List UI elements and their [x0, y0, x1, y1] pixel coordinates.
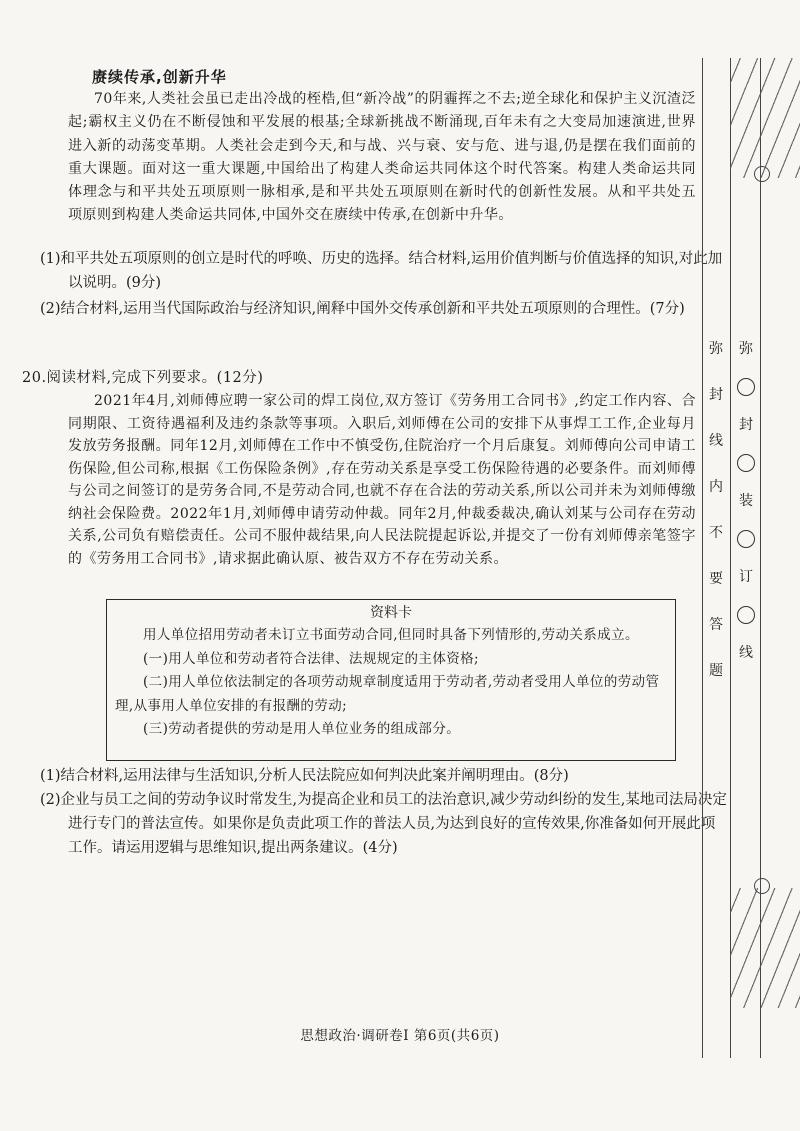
margin-char: 内 [709, 479, 723, 495]
question-20-2: (2)企业与员工之间的劳动争议时常发生,为提高企业和员工的法治意识,减少劳动纠纷的发生,某地司法局决定进行专门的普法宣传。如果你是负责此项工作的普法人员,为达到良好的宣传效果,你准备如何开展此项工作。请运用逻辑与思维知识,提出两条建议。(4分) [40, 792, 727, 856]
margin-char: 题 [709, 663, 723, 679]
margin-circle-icon [754, 166, 770, 182]
info-card-item: (三)劳动者提供的劳动是用人单位业务的组成部分。 [143, 721, 461, 737]
page-footer: 思想政治·调研卷Ⅰ 第6页(共6页) [300, 1028, 500, 1044]
margin-char: 线 [739, 645, 753, 661]
margin-char: 封 [739, 417, 753, 433]
margin-hatch [730, 58, 800, 178]
question-20-1: (1)结合材料,运用法律与生活知识,分析人民法院应如何判决此案并阐明理由。(8分) [40, 768, 569, 784]
material-paragraph-20: 2021年4月,刘师傅应聘一家公司的焊工岗位,双方签订《劳务用工合同书》,约定工作内容、合同期限、工资待遇福利及违约条款等事项。入职后,刘师傅在公司的安排下从事焊工工作,企业每月发放劳务报酬。同年12月,刘师傅在工作中不慎受伤,住院治疗一个月后康复。刘师傅向公司申请工伤保险,但公司称,根据《工伤保险条例》,存在劳动关系是享受工伤保险待遇的必要条件。而刘师傅与公司之间签订的是劳务合同,不是劳动合同,也就不存在合法的劳动关系,所以公司并未为刘师傅缴纳社会保险费。2022年1月,刘师傅申请劳动仲裁。同年2月,仲裁委裁决,确认刘某与公司存在劳动关系,公司负有赔偿责任。公司不服仲裁结果,向人民法院提起诉讼,并提交了一份有刘师傅亲笔签字的《劳务用工合同书》,请求据此确认原、被告双方不存在劳动关系。 [68, 393, 696, 567]
info-card-item: (二)用人单位依法制定的各项劳动规章制度适用于劳动者,劳动者受用人单位的劳动管理,从事用人单位安排的有报酬的劳动; [115, 674, 660, 714]
margin-line [702, 58, 703, 1058]
margin-outer-text [706, 338, 726, 680]
margin-char: 线 [709, 433, 723, 449]
info-card-item: (一)用人单位和劳动者符合法律、法规规定的主体资格; [143, 650, 479, 667]
question-19-1: (1)和平共处五项原则的创立是时代的呼唤、历史的选择。结合材料,运用价值判断与价值选择的知识,对此加以说明。(9分) [40, 251, 723, 291]
margin-char: 弥 [709, 341, 723, 357]
margin-circle-icon [737, 378, 755, 396]
info-card-body [115, 624, 667, 742]
info-card-intro: 用人单位招用劳动者未订立书面劳动合同,但同时具备下列情形的,劳动关系成立。 [143, 627, 639, 643]
margin-inner-text [735, 338, 757, 664]
info-card-title: 资料卡 [370, 605, 412, 621]
binding-margin [700, 58, 800, 1058]
info-card [106, 599, 676, 761]
margin-char: 不 [709, 525, 723, 541]
margin-char: 封 [709, 387, 723, 403]
question-20-heading: 20.阅读材料,完成下列要求。(12分) [22, 370, 264, 386]
margin-hatch [730, 888, 800, 1008]
section-title: 赓续传承,创新升华 [92, 68, 227, 86]
margin-char: 订 [739, 569, 753, 585]
margin-char: 要 [709, 571, 723, 587]
material-paragraph-19: 70年来,人类社会虽已走出冷战的桎梏,但“新冷战”的阴霾挥之不去;逆全球化和保护主义沉渣泛起;霸权主义仍在不断侵蚀和平发展的根基;全球新挑战不断涌现,百年未有之大变局加速演进,世界进入新的动荡变革期。人类社会走到今天,和与战、兴与衰、安与危、进与退,仍是摆在我们面前的重大课题。面对这一重大课题,中国给出了构建人类命运共同体这个时代答案。构建人类命运共同体理念与和平共处五项原则一脉相承,是和平共处五项原则在新时代的创新性发展。从和平共处五项原则到构建人类命运共同体,中国外交在赓续中传承,在创新中升华。 [68, 91, 696, 224]
question-19-2: (2)结合材料,运用当代国际政治与经济知识,阐释中国外交传承创新和平共处五项原则的合理性。(7分) [40, 301, 685, 317]
margin-char: 装 [739, 493, 753, 509]
margin-circle-icon [754, 878, 770, 894]
margin-circle-icon [737, 530, 755, 548]
margin-char: 弥 [739, 341, 753, 357]
margin-circle-icon [737, 606, 755, 624]
margin-circle-icon [737, 454, 755, 472]
margin-char: 答 [709, 617, 723, 633]
